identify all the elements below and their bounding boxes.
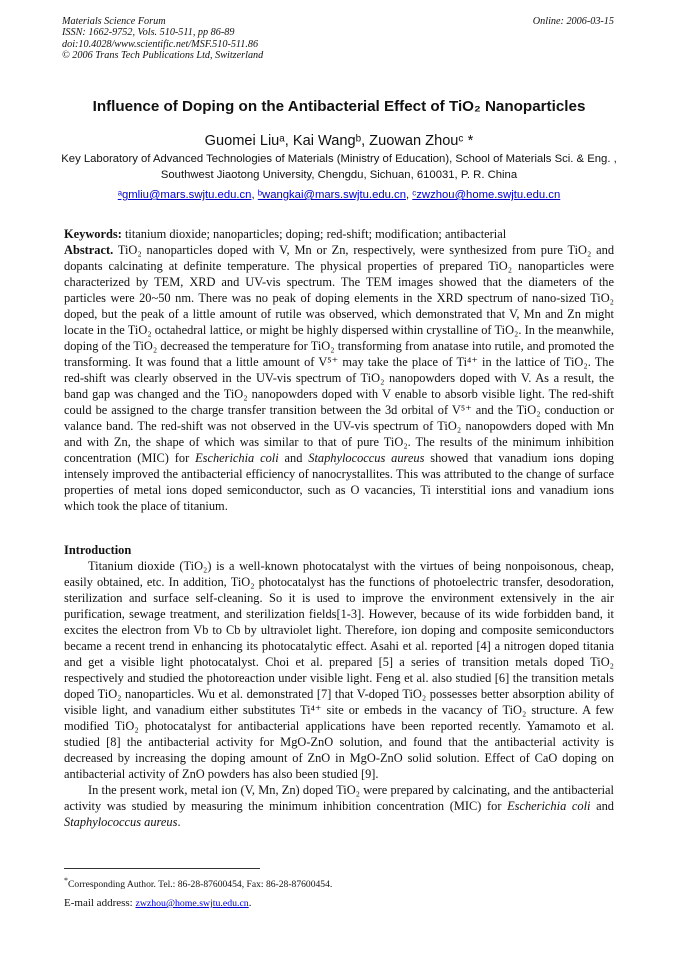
corresponding-email [64, 897, 251, 909]
intro-organism-ecoli: Escherichia coli [507, 799, 591, 813]
introduction-heading: Introduction [64, 543, 132, 557]
corresponding-email-link[interactable]: zwzhou@home.swjtu.edu.cn [135, 898, 249, 909]
journal-name: Materials Science Forum [62, 16, 166, 27]
doi: doi:10.4028/www.scientific.net/MSF.510-511.86 [62, 38, 259, 50]
keywords [64, 226, 614, 242]
footnote-text: Corresponding Author. Tel.: 86-28-87600454, Fax: 86-28-87600454. [68, 879, 333, 891]
intro-organism-saureus: Staphylococcus aureus [64, 815, 178, 829]
abstract-text: TiO₂ nanoparticles doped with V, Mn or Zn, respectively, were synthesized from pure TiO₂ and dopants calcinating at definite temperature. The physical properties of prepared TiO₂ nanoparticles were characterized by TEM, XRD and UV-vis spectrum. The TEM images showed that the diameters of the particles were 20~50 nm. There was no peak of doping elements in the XRD spectrum of nano-sized TiO₂ doped, but the peak of a little amount of rutile was observed, which demonstrated that V, Mn and Zn might locate in the TiO₂ octahedral lattice, or might be highly dispersed within crystalline of TiO₂. In the meanwhile, doping of the TiO₂ decreased the temperature for TiO₂ transforming from anatase into rutile, and promoted the transforming. It was found that a little amount of V⁵⁺ may take the place of Ti⁴⁺ in the lattice of TiO₂. The red-shift was clearly observed in the UV-vis spectrum of TiO₂ nanopowders doped with V. As a result, the band gap was changed and the TiO₂ nanopowders doped with V enable to absorb visible light. The red-shift could be assigned to the charge transfer transition between the 3d orbital of V⁵⁺ and the TiO₂ conduction or valance band. The red-shift was not observed in the UV-vis spectrum of TiO₂ nanopowders doped with Mn and with Zn, the shape of which was similar to that of pure TiO₂. The results of the minimum inhibition concentration (MIC) for [64, 243, 615, 465]
email-link-a[interactable]: ᵃgmliu@mars.swjtu.edu.cn [117, 189, 252, 201]
footnote-rule [64, 868, 260, 869]
introduction [64, 558, 614, 830]
affiliation: Key Laboratory of Advanced Technologies of Materials (Ministry of Education), School of Materials Sci. & Eng. , Southwest Jiaotong University, Chengdu, Sichuan, 610031, P. R. China [61, 153, 617, 181]
keywords-text: titanium dioxide; nanoparticles; doping; red-shift; modification; antibacterial [124, 227, 507, 241]
footnote-marker: * [64, 876, 68, 885]
intro-paragraph-2 [64, 782, 614, 830]
paper-title: Influence of Doping on the Antibacterial Effect of TiO₂ Nanoparticles [92, 98, 586, 115]
email-end: . [248, 897, 252, 909]
keywords-label: Keywords: [64, 227, 122, 241]
intro-paragraph-1: Titanium dioxide (TiO₂) is a well-known photocatalyst with the virtues of being nonpoisonous, cheap, easily obtained, etc. In addition, TiO₂ photocatalyst has the functions of photoelectric transfer, desodoration, sterilization and surface self-cleaning. So it is used to improve the environment extensively in the air purification, sewage treatment, and sterilization fields[1-3]. However, because of its wide forbidden band, it excites the electron from Vb to Cb by ultraviolet light. Therefore, ion doping and composite semiconductors became a recent trend in enhancing its photocatalytic effect. Asahi et al. reported [4] a nitrogen doped titania and get a visible light photocatalyst. Choi et al. prepared [5] a series of transition metals doped TiO₂ respectively and studied the photoreaction under visible light. Feng et al. also studied [6] the transition metals doped TiO₂ nanoparticles. Wu et al. demonstrated [7] that V-doped TiO₂ possesses better absorption ability of visible light, and vanadium either substitutes Ti⁴⁺ site or embeds in the vacancy of TiO₂ structure. A few modified TiO₂ photocatalyst for antibacterial applications have been reported recently. Yamamoto et al. studied [8] the antibacterial activity for MgO-ZnO solution, and found that the antibacterial activity is decreased by increasing the doping amount of ZnO in MgO-ZnO solid solution. Effect of CaO doping on antibacterial activity of ZnO powders has also been studied [9]. [64, 559, 614, 781]
abstract [64, 242, 614, 514]
footnote [64, 876, 614, 890]
issn: ISSN: 1662-9752, Vols. 510-511, pp 86-89 [62, 27, 235, 39]
author-emails: ᵃgmliu@mars.swjtu.edu.cn, ᵇwangkai@mars.swjtu.edu.cn, ᶜzwzhou@home.swjtu.edu.cn [117, 189, 561, 201]
email-link-c[interactable]: ᶜzwzhou@home.swjtu.edu.cn [412, 189, 561, 201]
journal-header [62, 16, 614, 62]
email-link-b[interactable]: ᵇwangkai@mars.swjtu.edu.cn [257, 189, 406, 201]
intro-p2-text: In the present work, metal ion (V, Mn, Zn) doped TiO₂ were prepared by calcinating, and the antibacterial activity was studied by measuring the minimum inhibition concentration (MIC) for [64, 783, 614, 813]
abstract-tail: showed that vanadium ions doping intensely improved the antibacterial efficiency of nanocrystallites. This was attributed to the change of surface properties of metal ions doped semiconductor, such as O vacancies, Ti interstitial ions and vanadium ions which took the place of titanium. [64, 451, 614, 513]
online-date: Online: 2006-03-15 [532, 16, 614, 27]
email-label: E-mail address: [64, 897, 133, 909]
organism-ecoli: Escherichia coli [195, 451, 279, 465]
intro-end: . [177, 815, 181, 829]
abstract-and: and [284, 451, 303, 465]
organism-saureus: Staphylococcus aureus [308, 451, 425, 465]
abstract-label: Abstract. [64, 243, 114, 257]
copyright: © 2006 Trans Tech Publications Ltd, Switzerland [62, 50, 264, 62]
intro-and: and [596, 799, 614, 813]
authors: Guomei Liuᵃ, Kai Wangᵇ, Zuowan Zhouᶜ * [204, 133, 474, 149]
